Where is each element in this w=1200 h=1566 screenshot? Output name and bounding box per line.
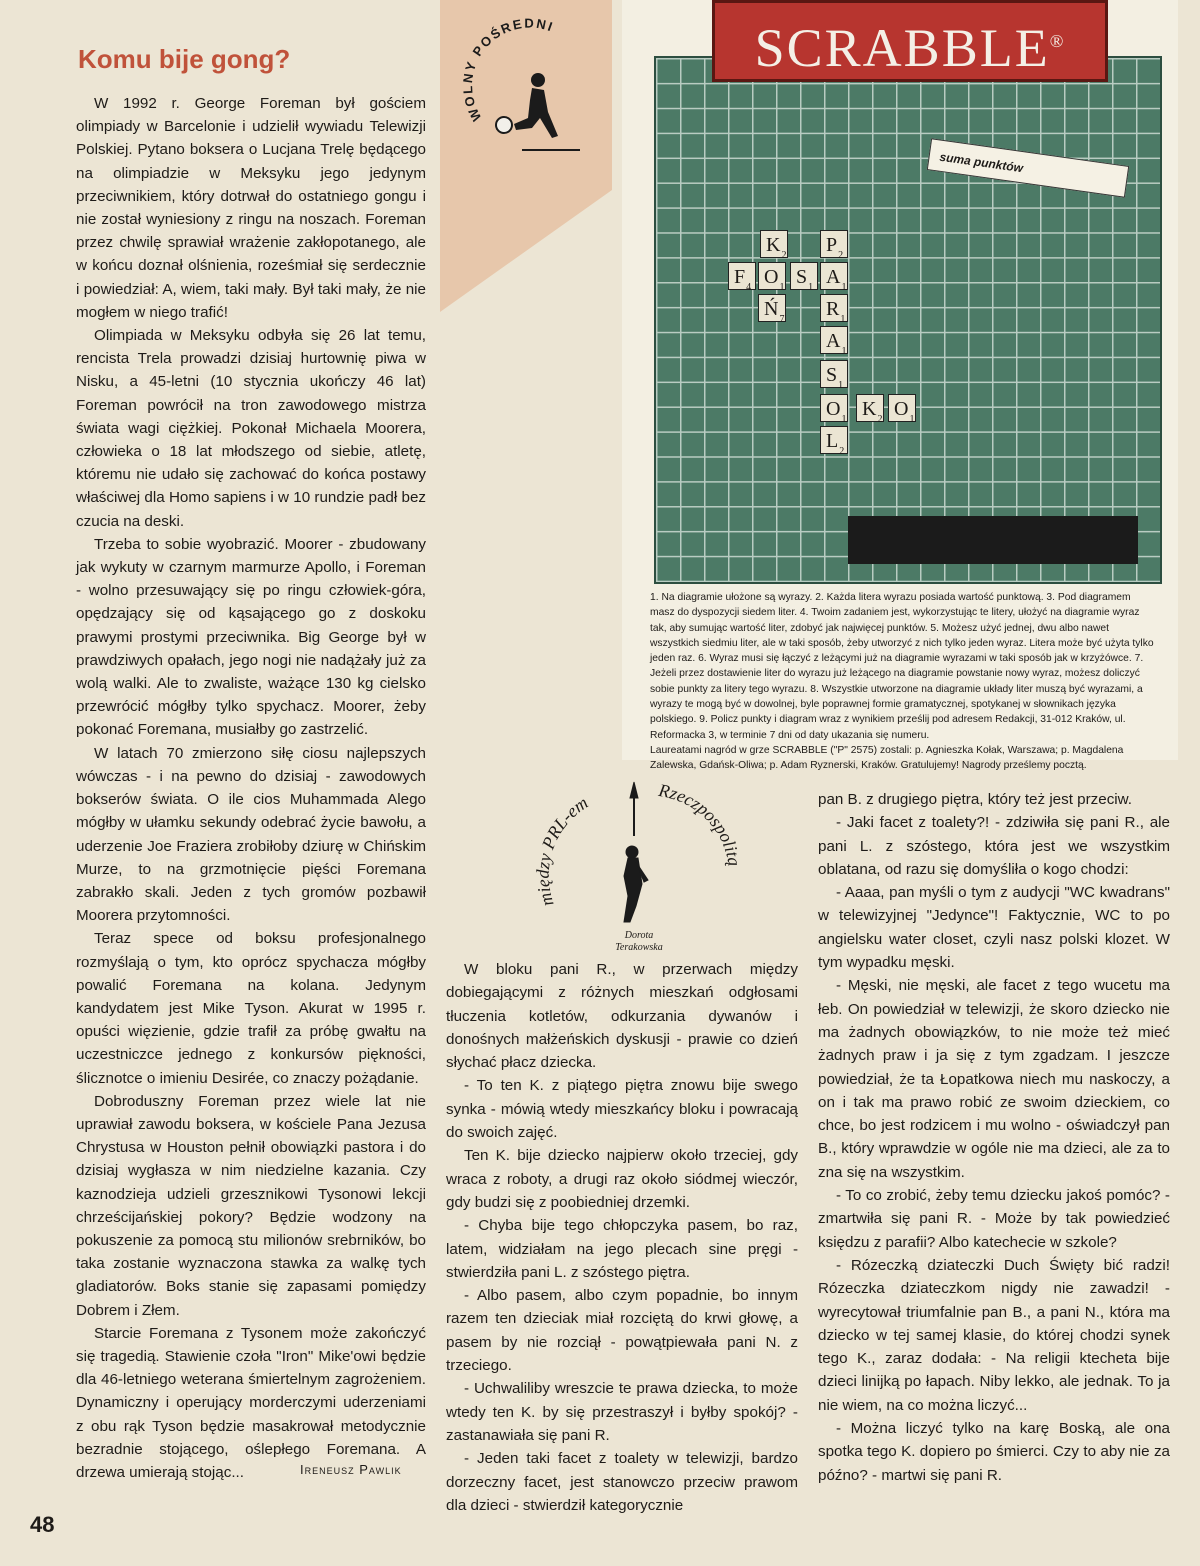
tile-letter: A (826, 330, 841, 352)
tile-letter: Ń (764, 298, 779, 320)
article-paragraph: Trzeba to sobie wyobrazić. Moorer - zbudowany jak wykuty w czarnym marmurze Apollo, i Foreman - wolno przesuwający się po ringu człowiek-góra, opędzający się od kąsającego go z doskoku prawymi prostymi przeciwnika. Big George był w prawdziwych opałach, jego nogi nie nadążały już za wolą walki. Ale to zwaliste, ważące 130 kg cielsko przewrócić mógłby tylko spychacz. Moorer, żeby pokonać Foremana, musiałby go zastrzelić. (76, 535, 426, 739)
emblem-right-text: Rzeczpospolitą (657, 780, 745, 868)
column-pennant (440, 0, 612, 312)
article-paragraph: Teraz spece od boksu profesjonalnego rozmyślają o tym, kto oprócz spychacza mógłby powalić Foremana na kolana. Jedynym kandydatem jest Mike Tyson. Akurat w 1995 r. opuści więzienie, gdzie trafił za próbę gwałtu na uczestniczce jednego z konkursów piękności, ślicznotce o imieniu Desirée, co znaczy pożądanie. (76, 930, 426, 1087)
column-paragraph: - Męski, nie męski, ale facet z tego wucetu ma łeb. On powiedział w telewizji, że skoro dziecko nie ma żadnych obowiązków, to nie może też mieć żadnych praw i ja się z tym zgadzam. I jeszcze powiedział, że ta Łopatkowa niech mu naskoczy, a on i tak ma prawo robić ze swoim dzieckiem, co chce, bo jest rodzicem i mu wolno - oświadczył pan B., który wprawdzie w ogóle nie ma dzieci, ale za to zna się na wszystkim. (818, 977, 1170, 1181)
board-tile (820, 326, 848, 357)
author-first-name: Dorota (624, 930, 654, 941)
article-paragraph: W latach 70 zmierzono siłę ciosu najlepszych wówczas - i na pewno do dzisiaj - zawodowych bokserów świata. O ile cios Muhammada Alego mógłby w ułamku sekundy odebrać życie bawołu, a uderzenie Joe Fraziera zrobiłoby dziurę w Chińskim Murze, to na grzmotnięcie pięści Foremana zabrakło skali. Jeden z tych gromów pozbawił Moorera przytomności. (76, 744, 426, 925)
board-tile (758, 294, 786, 325)
scrabble-board (654, 56, 1162, 584)
tile-letter: O (764, 266, 779, 288)
climbing-figure-icon (624, 782, 648, 922)
scrabble-logo-text: SCRABBLE (754, 18, 1050, 78)
board-tile (760, 230, 788, 261)
tile-letter: A (826, 266, 841, 288)
article-body (76, 92, 426, 1484)
column-paragraph: Ten K. bije dziecko najpierw około trzeciej, gdy wraca z roboty, a drugi raz około siódmej wieczór, gdy budzi się z poobiedniej drzemki. (446, 1147, 798, 1211)
article-paragraph: Starcie Foremana z Tysonem może zakończyć się tragedią. Stawienie czoła "Iron" Mike'owi będzie dla 46-letniego weterana śmiertelnym zagrożeniem. Dynamiczny i operujący morderczymi uderzeniami z obu rąk Tyson będzie masakrował metodycznie bezradnie stojącego, oślepłego Foremana. A drzewa umierają stojąc... (76, 1324, 426, 1481)
tile-letter: S (826, 364, 838, 386)
article-paragraph: W 1992 r. George Foreman był gościem olimpiady w Barcelonie i udzielił wywiadu Telewizji Polskiej. Pytano boksera o Lucjana Trelę będącego na olimpiadzie w Meksyku jego jedynym przeciwnikiem, który dotrwał do ostatniego gongu i nie został wyniesiony z ringu na noszach. Foreman przez chwilę sprawiał wrażenie zakłopotanego, ale w końcu doznał olśnienia, roześmiał się serdecznie i powiedział: A, wiem, taki mały. Był taki mały, że nie mogłem w niego trafić! (76, 95, 426, 321)
tile-letter: K (862, 398, 877, 420)
column-paragraph: - To ten K. z piątego piętra znowu bije swego synka - mówią wtedy mieszkańcy bloku i powracają do swoich zajęć. (446, 1077, 798, 1142)
article-paragraph: Olimpiada w Meksyku odbyła się 26 lat temu, rencista Trela prowadzi dzisiaj hurtownię piwa w Nisku, a 45-letni (10 stycznia ukończy 46 lat) Foreman powrócił na tron zawodowego mistrza świata wagi ciężkiej. Pokonał Michaela Moorera, człowieka o 18 lat młodszego od siebie, atletę, któremu nie udało się zachować do końca postawy właściwej dla Homo sapiens i w 10 rundzie padł bez czucia na deski. (76, 327, 426, 530)
tile-value: 1 (841, 282, 847, 293)
tile-letter: S (796, 266, 808, 288)
column-body-right (818, 788, 1170, 1487)
game-rules (650, 590, 1156, 774)
column-badge-text: WOLNY POŚREDNI (459, 15, 557, 124)
column-paragraph: - Rózeczką dziateczki Duch Święty bić radzi! Rózeczka dziateczkom nigdy nie zawadzi! - wyrecytował triumfalnie pan B., a pani N., która ma dziecko w tej samej klasie, do której chodzi synek tego K., zaraz dodała: - Na religii ktecheta bije dzieci linijką po łapach. Niby lekko, ale jednak. To ja nie wiem, na co można liczyć... (818, 1256, 1170, 1414)
tile-value: 2 (781, 250, 787, 261)
tile-value: 2 (839, 446, 845, 457)
rules-text: 1. Na diagramie ułożone są wyrazy. 2. Każda litera wyrazu posiada wartość punktową. 3. Pod diagramem masz do dyspozycji siedem liter. 4. Twoim zadaniem jest, wykorzystując te litery, ułożyć na diagramie wyraz tak, aby sumując wartość liter, zdobyć jak najwięcej punktów. 5. Możesz użyć jednej, dwu albo nawet wszystkich siedmiu liter, ale w taki sposób, żeby utworzyć z nich tylko jeden wyraz. Litera może być użyta tylko jeden raz. 6. Wyraz musi się łączyć z leżącymi już na diagramie wyrazami w taki sposób jak w krzyżówce. 7. Jeżeli przez dostawienie liter do wyrazu już leżącego na diagramie powstanie nowy wyraz, możesz doliczyć sobie punkty za litery tego wyrazu. 8. Wszystkie utworzone na diagramie układy liter muszą być wyrazami, a wyrazy te mogą być w dowolnej, byle poprawnej formie gramatycznej, spotykanej w słownikach języka polskiego. 9. Policz punkty i diagram wraz z wynikiem prześlij pod adresem Redakcji, 31-012 Kraków, ul. Reformacka 3, w terminie 7 dni od daty ukazania się numeru. (650, 592, 1154, 741)
article-author: Ireneusz Pawlik (300, 1462, 402, 1477)
pennant-shape (440, 0, 612, 312)
column-paragraph: - Albo pasem, albo czym popadnie, bo innym razem ten dzieciak miał rozciętą do krwi głowę, a pasem by nie rozciął - powątpiewała pani N. z trzeciego. (446, 1287, 798, 1375)
tile-letter: F (734, 266, 746, 288)
board-tile (758, 262, 786, 293)
column-paragraph: - To co zrobić, żeby temu dziecku jakoś pomóc? - zmartwiła się pani R. - Może by tak powiedzieć księdzu z parafii? Albo katechecie w szkole? (818, 1187, 1170, 1251)
tile-value: 1 (838, 380, 844, 391)
tile-value: 1 (909, 414, 915, 425)
tile-value: 1 (808, 282, 814, 293)
tile-value: 1 (841, 346, 847, 357)
tile-value: 4 (746, 282, 752, 293)
page-number: 48 (30, 1512, 55, 1537)
board-tile (820, 394, 848, 425)
article-title: Komu bije gong? (78, 44, 291, 74)
board-tile (820, 294, 848, 325)
scrabble-logo (712, 0, 1108, 82)
board-tile (790, 262, 818, 293)
emblem-left-text: między PRL-em (532, 792, 592, 909)
tile-letter: O (826, 398, 841, 420)
tile-value: 7 (779, 314, 785, 325)
score-label: suma punktów (927, 138, 1130, 198)
board-tile (820, 262, 848, 293)
column-paragraph: - Można liczyć tylko na karę Boską, ale ona spotka tego K. dopiero po śmierci. Czy to aby nie za późno? - martwi się pani R. (818, 1420, 1170, 1484)
tile-letter: O (894, 398, 909, 420)
board-tile (820, 426, 848, 457)
board-tile (728, 262, 756, 293)
letter-rack (848, 516, 1138, 564)
winners-text: Laureatami nagród w grze SCRABBLE ("P" 2575) zostali: p. Agnieszka Kołak, Warszawa; p. Magdalena Zalewska, Gdańsk-Oliwa; p. Adam Ryznerski, Kraków. Gratulujemy! Nagrody prześlemy pocztą. (650, 744, 1124, 772)
tile-value: 1 (779, 282, 785, 293)
column-paragraph: - Uchwaliliby wreszcie te prawa dziecka, to może wtedy ten K. by się przestraszył i byłby spokój? - zastanawiała się pani R. (446, 1380, 798, 1444)
column-emblem (524, 776, 754, 952)
column-paragraph: - Jaki facet z toalety?! - zdziwiła się pani R., ale pani L. z szóstego, która jest we wszystkim oblatana, od razu się domyśliła o kogo chodzi: (818, 814, 1170, 878)
column-body-middle (446, 958, 798, 1517)
column-paragraph: pan B. z drugiego piętra, który też jest przeciw. (818, 791, 1133, 808)
board-tile (856, 394, 884, 425)
author-last-name: Terakowska (615, 942, 663, 952)
tile-letter: L (826, 430, 839, 452)
board-tile (820, 230, 848, 261)
board-tile (820, 360, 848, 391)
tile-letter: R (826, 298, 840, 320)
registered-mark: ® (1049, 31, 1066, 51)
tile-letter: P (826, 234, 838, 256)
article-paragraph: Dobroduszny Foreman przez wiele lat nie uprawiał zawodu boksera, w kościele Pana Jezusa Chrystusa w Houston pełnił obowiązki pastora i do dzisiaj wygłasza w nim niedzielne kazania. Czy kaznodzieja udzieli grzesznikowi Tysonowi lekcji chrześcijańskiej pokory? Będzie wodzony na pokuszenie za pomocą stu milionów srebrników, bo taka zostanie wyznaczona stawka za walkę tych gladiatorów. Boks stanie się zapasami pomiędzy Dobrem i Złem. (76, 1092, 426, 1319)
tile-value: 2 (877, 414, 883, 425)
column-paragraph: - Jeden taki facet z toalety w telewizji, bardzo dorzeczny facet, jest stanowczo przeciw prawom dla dzieci - stwierdził kategorycznie (446, 1450, 798, 1514)
tile-value: 1 (840, 314, 846, 325)
column-paragraph: - Aaaa, pan myśli o tym z audycji "WC kwadrans" w telewizyjnej "Jedynce"! Faktycznie, WC to po angielsku water closet, czyli nasz polski klozet. W tym wypadku męski. (818, 884, 1170, 972)
column-paragraph: W bloku pani R., w przerwach między dobiegającymi z różnych mieszkań odgłosami tłuczenia kotletów, odkurzania dywanów i donośnych małżeńskich dyskusji - prawie co dzień słychać płacz dziecka. (446, 961, 798, 1072)
column-paragraph: - Chyba bije tego chłopczyka pasem, bo raz, latem, widziałam na jego plecach sine pręgi - stwierdziła pani L. z szóstego piętra. (446, 1217, 798, 1281)
tile-letter: K (766, 234, 781, 256)
tile-value: 1 (841, 414, 847, 425)
tile-value: 2 (838, 250, 844, 261)
board-tile (888, 394, 916, 425)
